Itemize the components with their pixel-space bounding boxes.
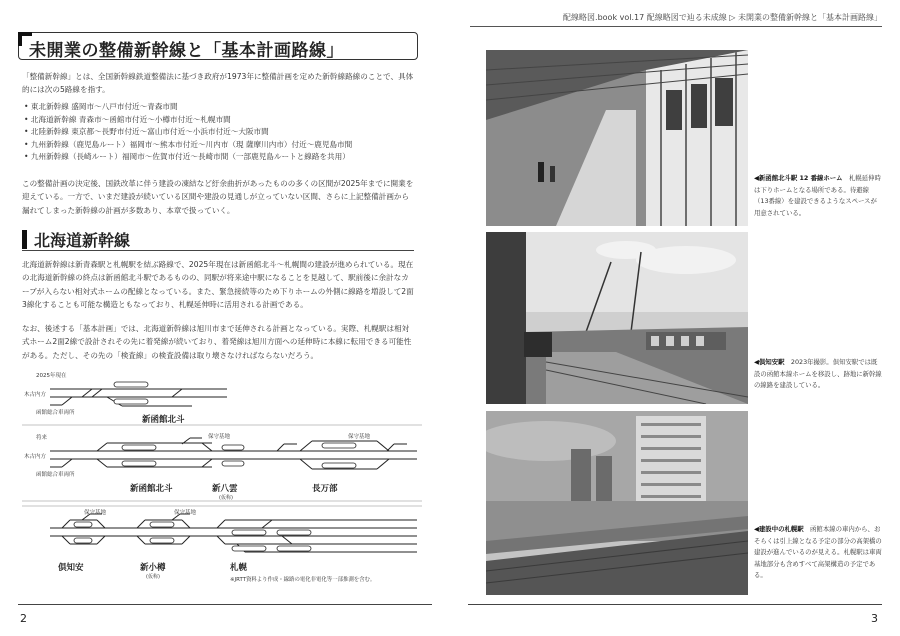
photo-caption — [754, 357, 882, 392]
diagram-source-note: ※JRTT資料より作成・線路の電化非電化等一部推測を含む。 — [230, 577, 376, 583]
diagram-station-label: 札幌 — [230, 563, 248, 573]
header-rule — [470, 26, 882, 27]
diagram-station-label: 新函館北斗 — [142, 415, 185, 425]
caption-text: 札幌延伸時は下りホームとなる場所である。待避線（13番線）を建設できるようなスペースが用意されている。 — [754, 174, 881, 217]
diagram-direction-label: 木古内方 — [24, 454, 47, 460]
section-heading — [22, 228, 414, 251]
photo-caption — [754, 524, 882, 582]
diagram-station-label: 長万部 — [312, 484, 338, 494]
intro-paragraph: 「整備新幹線」とは、全国新幹線鉄道整備法に基づき政府が1973年に整備計画を定めた新幹線路線のことで、具体的には次の5路線を指す。 — [22, 72, 414, 95]
diagram-station-sublabel: (仮称) — [146, 574, 160, 580]
page-number: 3 — [871, 612, 878, 625]
right-page — [450, 0, 900, 636]
diagram-station-label: 新小樽 — [140, 563, 166, 573]
diagram-depot-label: 函館総合車両所 — [36, 472, 75, 478]
diagram-era-label: 将来 — [36, 435, 48, 441]
section-title: 北海道新幹線 — [34, 231, 131, 250]
body-paragraph: この整備計画の決定後、国鉄改革に伴う建設の凍結など紆余曲折があったものの多くの区間が2025年までに開業を迎えている。一方で、いまだ建設が続いている区間や建設の見通しが立っていない区間、さらに上記整備計画から漏れてしまった新幹線の計画が多数あり、本章で扱っていく。 — [22, 179, 414, 215]
body-paragraph: なお、後述する「基本計画」では、北海道新幹線は旭川市まで延伸される計画となっている。実際、札幌駅は相対式ホーム2面2線で設計されその先に着発線が続いており、着発線は旭川方面への延伸時に本線に転用できる可能性がある。ただし、その先の「検査線」の検査設備は取り壊さなければならないだろう。 — [22, 324, 412, 360]
diagram-station-label: 倶知安 — [58, 563, 84, 573]
page-number: 2 — [20, 612, 27, 625]
diagram-maintenance-label: 保守基地 — [174, 510, 197, 516]
diagram-maintenance-label: 保守基地 — [348, 434, 371, 440]
diagram-station-label: 新函館北斗 — [130, 484, 173, 494]
footer-rule — [468, 604, 882, 605]
caption-title: ◀倶知安駅 — [754, 358, 785, 366]
route-list-item: • 北海道新幹線 青森市〜函館市付近〜小樽市付近〜札幌市間 — [24, 114, 416, 127]
photo-sapporo-station-construction — [486, 411, 748, 595]
diagram-station-label: 新八雲 — [212, 484, 238, 494]
photo-shin-hakodate-hokuto-platform — [486, 50, 748, 226]
caption-text: 2023年撮影。倶知安駅では既設の函館本線ホームを移設し、跡地に新幹線の線路を建設している。 — [754, 358, 882, 389]
body-paragraph: 北海道新幹線は新青森駅と札幌駅を結ぶ路線で、2025年現在は新函館北斗〜札幌間の建設が進められている。現在の北海道新幹線の終点は新函館北斗駅であるものの、同駅が将来途中駅になることを見越して、駅前後に余計なカーブが入らない相対式ホームの配線となっている。また、緊急接続等のため下りホームの外側に線路を増設して2面3線化することも可能な構造ともなっており、札幌延伸時に活用される計画である。 — [22, 260, 414, 309]
route-list-item: • 九州新幹線（鹿児島ルート）福岡市〜熊本市付近〜川内市（現 薩摩川内市）付近〜鹿児島市間 — [24, 139, 416, 152]
diagram-era-label: 2025年現在 — [36, 373, 67, 379]
caption-text: 函館本線の車内から、おそらくは引上線となる予定の部分の高架橋の建設が進んでいるのが見える。札幌駅は車両基地部分も含めすべて高架構造の予定である。 — [754, 525, 882, 579]
caption-title: ◀建設中の札幌駅 — [754, 525, 804, 533]
route-list-item: • 北陸新幹線 東京都〜長野市付近〜富山市付近〜小浜市付近〜大阪市間 — [24, 126, 416, 139]
diagram-direction-label: 木古内方 — [24, 392, 47, 398]
diagram-maintenance-label: 保守基地 — [84, 510, 107, 516]
footer-rule — [18, 604, 432, 605]
photo-kutchan-construction — [486, 232, 748, 404]
route-list-item: • 九州新幹線（長崎ルート）福岡市〜佐賀市付近〜長崎市間（一部鹿児島ルートと線路を共用） — [24, 151, 416, 164]
track-diagram — [22, 368, 422, 598]
chapter-title-box — [18, 32, 418, 60]
diagram-depot-label: 函館総合車両所 — [36, 410, 75, 416]
running-header: 配線略図.book vol.17 配線略図で辿る未成線 ▷ 未開業の整備新幹線と「基本計画路線」 — [563, 13, 882, 22]
chapter-title: 未開業の整備新幹線と「基本計画路線」 — [29, 41, 344, 61]
section-heading-bar — [22, 230, 27, 249]
photo-caption — [754, 173, 882, 219]
caption-title: ◀新函館北斗駅 12 番線ホーム — [754, 174, 843, 182]
route-list — [24, 101, 416, 164]
diagram-station-sublabel: (仮称) — [219, 495, 233, 501]
diagram-maintenance-label: 保守基地 — [208, 434, 231, 440]
route-list-item: • 東北新幹線 盛岡市〜八戸市付近〜青森市間 — [24, 101, 416, 114]
